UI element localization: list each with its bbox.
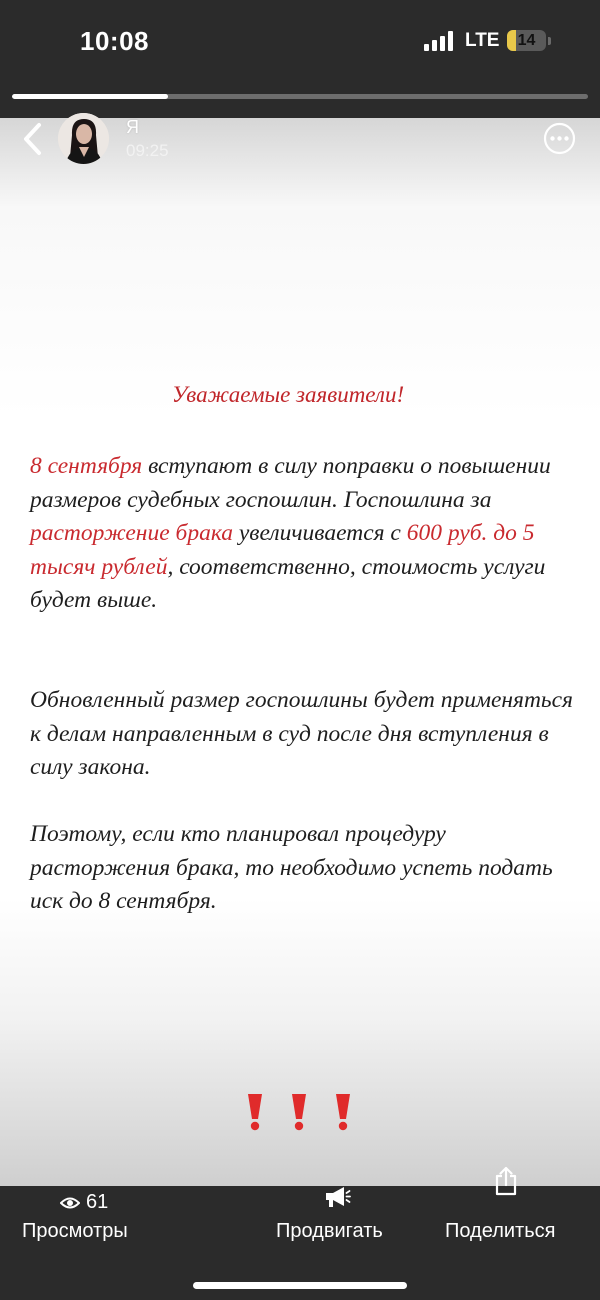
paragraph-text: увеличивается с bbox=[233, 520, 407, 546]
battery-cap bbox=[548, 37, 551, 45]
story-paragraph-3: Поэтому, если кто планировал процедуру расторжения брака, то необходимо успеть подать иск до 8 сентября. bbox=[30, 821, 553, 914]
eye-icon bbox=[60, 1196, 80, 1210]
exclamation-emoji-icon bbox=[244, 1092, 266, 1132]
story-author: Я bbox=[126, 117, 139, 137]
share-button[interactable]: Поделиться bbox=[445, 1220, 556, 1242]
back-chevron-icon[interactable] bbox=[20, 122, 46, 156]
story-paragraph-1 bbox=[30, 450, 582, 618]
story-time: 09:25 bbox=[126, 141, 169, 160]
alarm-emoji-row bbox=[240, 1092, 360, 1132]
views-button[interactable]: Просмотры bbox=[22, 1220, 128, 1242]
megaphone-icon[interactable] bbox=[323, 1186, 351, 1208]
signal-icon bbox=[424, 31, 454, 51]
story-content[interactable] bbox=[0, 118, 600, 1186]
story-headline: Уважаемые заявители! bbox=[171, 382, 405, 407]
story-paragraph-2: Обновленный размер госпошлины будет применяться к делам направленным в суд после дня вступления в силу закона. bbox=[30, 687, 573, 780]
bottom-bar bbox=[0, 1186, 600, 1300]
paragraph-text: , соответственно, стоимость услуги будет выше. bbox=[30, 553, 546, 613]
views-count[interactable]: 61 bbox=[86, 1191, 109, 1213]
status-bar bbox=[0, 0, 600, 88]
avatar-portrait-icon bbox=[58, 113, 109, 164]
network-type: LTE bbox=[465, 30, 500, 51]
battery-level: 14 bbox=[517, 32, 536, 49]
exclamation-emoji-icon bbox=[288, 1092, 310, 1132]
avatar[interactable] bbox=[58, 113, 109, 164]
promote-button[interactable]: Продвигать bbox=[276, 1220, 383, 1242]
paragraph-text: вступают в силу поправки о повышении размеров судебных госпошлин. Госпошлина за bbox=[30, 453, 551, 513]
battery-icon bbox=[507, 30, 546, 51]
story-progress-fill bbox=[12, 94, 168, 99]
exclamation-emoji-icon bbox=[332, 1092, 354, 1132]
share-icon[interactable] bbox=[494, 1166, 518, 1196]
highlighted-text: 600 руб. до 5 тысяч рублей bbox=[30, 520, 535, 580]
home-indicator[interactable] bbox=[193, 1282, 407, 1289]
highlighted-text: 8 сентября bbox=[30, 453, 143, 479]
status-time: 10:08 bbox=[80, 26, 149, 56]
more-options-icon[interactable] bbox=[543, 122, 576, 155]
story-progress-track bbox=[12, 94, 588, 99]
highlighted-text: расторжение брака bbox=[30, 520, 233, 546]
